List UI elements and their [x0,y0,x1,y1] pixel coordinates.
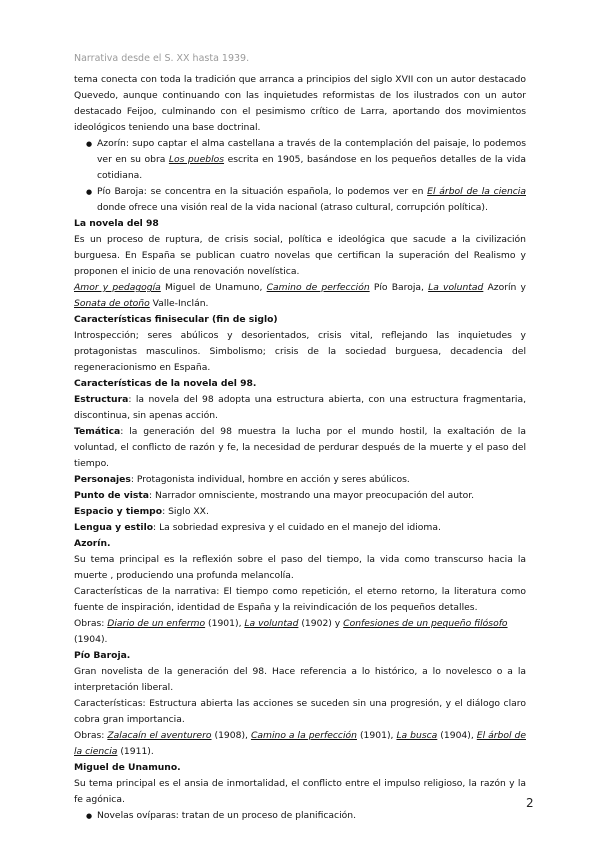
caract-value: : Narrador omnisciente, mostrando una mayor preocupación del autor. [148,490,475,501]
intro-paragraph: tema conecta con toda la tradición que arranca a principios del siglo XVII con un autor destacado Quevedo, aunque continuando con las inquietudes reformistas de los ilustrados con un autor destacado Feijoo, culminando con el pesimismo crítico de Larra, aportando dos movimientos ideológicos teniendo una base doctrinal. [74,74,526,133]
text: Pío Baroja, [369,282,429,293]
document-body [74,72,526,824]
text: (1904). [74,634,108,645]
caract-key: Estructura [74,394,129,405]
unamuno-tema: Su tema principal es el ansia de inmortalidad, el conflicto entre el impulso religioso, la razón y la fe agónica. [74,778,526,805]
work-title: Zalacaín el aventurero [107,730,212,741]
paragraph-finisecular: Introspección; seres abúlicos y desorientados, crisis vital, reflejando las inquietudes y protagonistas masculinos. Simbolismo; crisis de la sociedad burguesa, decadencia del regeneracionismo en España. [74,330,526,373]
caract-value: : la generación del 98 muestra la lucha por el mundo hostil, la exaltación de la voluntad, el conflicto de razón y fe, la necesidad de perdurar después de la muerte y el paso del tiempo. [74,426,526,469]
unamuno-list [74,808,526,824]
heading-finisecular: Características finisecular (fin de siglo) [74,314,278,325]
baroja-caracteristicas: Características: Estructura abierta las acciones se suceden sin una progresión, y el diálogo claro cobra gran importancia. [74,698,526,725]
heading-unamuno: Miguel de Unamuno. [74,762,181,773]
text: Azorín: supo captar el alma castellana a través de la contemplación del paisaje, lo podemos ver en su obra [97,138,526,165]
caract-personajes [74,472,526,488]
caract-key: Espacio y tiempo [74,506,163,517]
work-title: La voluntad [428,282,484,293]
caract-key: Lengua y estilo [74,522,154,533]
caract-value: : Siglo XX. [162,506,209,517]
work-title: Amor y pedagogía [74,282,161,293]
baroja-obras [74,728,526,760]
text: (1911). [117,746,154,757]
paragraph-obras-98 [74,280,526,312]
work-title: El árbol de la ciencia [427,186,526,197]
work-title: Confesiones de un pequeño filósofo [343,618,508,629]
caract-espacio-tiempo [74,504,526,520]
movements-list [74,136,526,216]
page-number: 2 [526,796,534,810]
caract-value: : la novela del 98 adopta una estructura abierta, con una estructura fragmentaria, discontinua, sin apenas acción. [74,394,526,421]
text: Obras: [74,730,108,741]
work-title: Camino de perfección [266,282,370,293]
text: (1902) y [298,618,344,629]
azorin-caracteristicas: Características de la narrativa: El tiempo como repetición, el eterno retorno, la literatura como fuente de inspiración, identidad de España y la reivindicación de los pequeños detalles. [74,586,526,613]
caract-punto-de-vista [74,488,526,504]
caract-key: Punto de vista [74,490,149,501]
work-title: La voluntad [244,618,299,629]
paragraph-novela-98: Es un proceso de ruptura, de crisis social, política e ideológica que sacude a la civilización burguesa. En España se publican cuatro novelas que certifican la superación del Realismo y proponen el inicio de una renovación novelística. [74,234,526,277]
azorin-tema: Su tema principal es la reflexión sobre el paso del tiempo, la vida como transcurso hacia la muerte , produciendo una profunda melancolía. [74,554,526,581]
caract-tematica [74,424,526,472]
list-item-baroja [74,184,526,216]
running-header: Narrativa desde el S. XX hasta 1939. [74,53,250,64]
text: Pío Baroja: se concentra en la situación española, lo podemos ver en [97,186,428,197]
text: Miguel de Unamuno, [160,282,267,293]
text: Valle-Inclán. [149,298,209,309]
text: escrita en 1905, basándose en los pequeños detalles de la vida cotidiana. [97,154,527,181]
heading-caracteristicas: Características de la novela del 98. [74,378,257,389]
caract-lengua-estilo [74,520,526,536]
text: (1901), [356,730,397,741]
work-title: Diario de un enfermo [107,618,206,629]
work-title: El árbol de la ciencia [74,730,526,757]
heading-novela-98: La novela del 98 [74,218,159,229]
heading-baroja: Pío Baroja. [74,650,131,661]
text: (1904), [437,730,477,741]
work-title: Camino a la perfección [250,730,357,741]
caract-estructura [74,392,526,424]
heading-azorin: Azorín. [74,538,111,549]
azorin-obras [74,616,526,648]
text: Azorín y [483,282,526,293]
text: donde ofrece una visión real de la vida nacional (atraso cultural, corrupción política). [97,202,488,213]
caract-value: : La sobriedad expresiva y el cuidado en el manejo del idioma. [153,522,441,533]
list-item-azorin [74,136,526,184]
work-title: Sonata de otoño [74,298,150,309]
work-title: La busca [396,730,438,741]
baroja-tema: Gran novelista de la generación del 98. Hace referencia a lo histórico, a lo novelesco o a la interpretación liberal. [74,666,526,693]
caract-key: Personajes [74,474,131,485]
text: (1908), [211,730,251,741]
caract-value: : Protagonista individual, hombre en acción y seres abúlicos. [130,474,410,485]
work-title: Los pueblos [168,154,225,165]
list-item-oviparas: ● Novelas ovíparas: tratan de un proceso de planificación. [74,808,526,824]
text: (1901), [205,618,245,629]
caract-key: Temática [74,426,121,437]
text: Obras: [74,618,108,629]
